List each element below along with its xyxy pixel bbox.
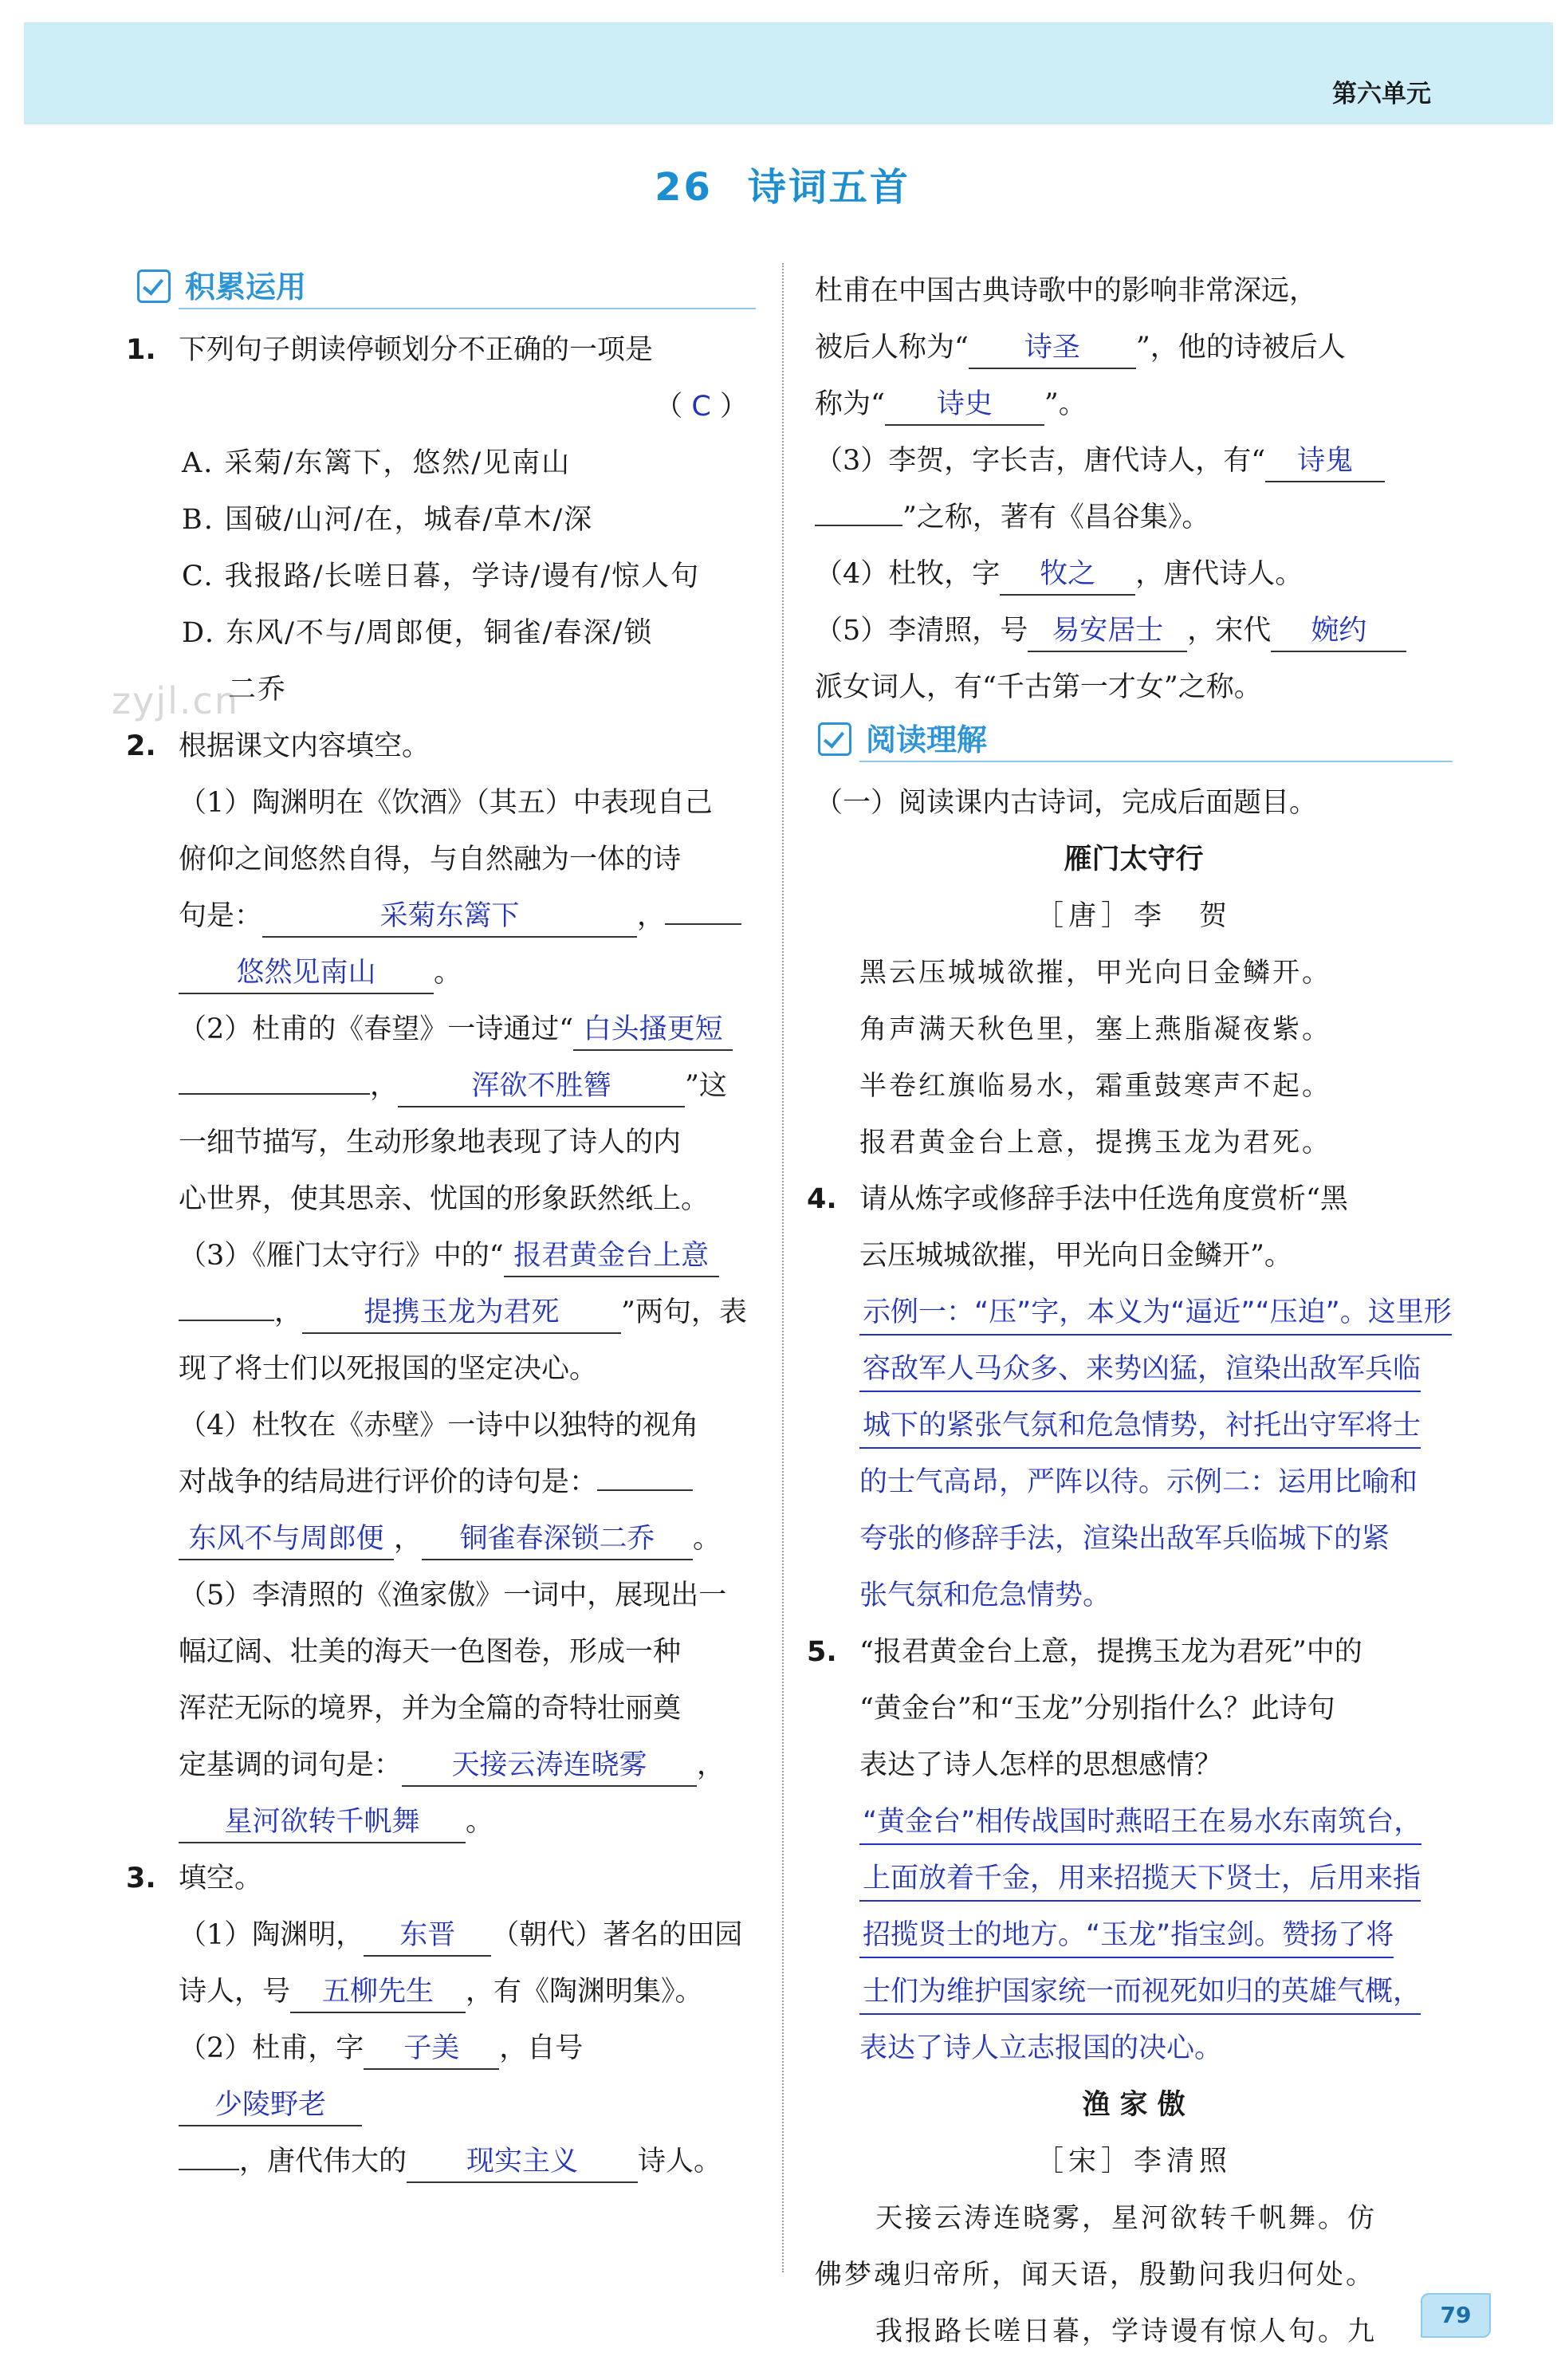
- answer-blank: 白头搔更短: [573, 1009, 733, 1051]
- q2-p5-line1: （5）李清照的《渔家傲》一词中，展现出一: [179, 1579, 727, 1611]
- question-1: [126, 322, 756, 718]
- poem1-title: 雁门太守行: [1064, 844, 1204, 875]
- answer-line: “黄金台”相传战国时燕昭王在易水东南筑台，: [859, 1800, 1421, 1845]
- text: 称为“: [815, 388, 885, 420]
- text: ，: [637, 900, 666, 932]
- option-d: D. 东风/不与/周郎便，铜雀/春深/锁: [182, 617, 654, 649]
- q2-p2-line3: 一细节描写，生动形象地表现了诗人的内: [179, 1127, 682, 1159]
- q2-p1-line4: [134, 945, 756, 1001]
- text: ，: [370, 1070, 399, 1102]
- answer-blank: 诗圣: [969, 328, 1136, 369]
- question-3: [126, 1851, 756, 2190]
- answer-line: 城下的紧张气氛和危急情势，衬托出守军将士: [859, 1404, 1421, 1449]
- question-stem: 请从炼字或修辞手法中任选角度赏析“黑: [859, 1183, 1348, 1215]
- answer-blank: 浑欲不胜簪: [398, 1066, 685, 1107]
- poem1-line: 角声满天秋色里，塞上燕脂凝夜紫。: [859, 1013, 1331, 1045]
- question-number: 3.: [126, 1863, 156, 1894]
- answer-line: 招揽贤士的地方。“玉龙”指宝剑。赞扬了将: [859, 1914, 1394, 1958]
- reading-intro: （一）阅读课内古诗词，完成后面题目。: [815, 787, 1318, 819]
- right-column: [807, 263, 1453, 2360]
- page-number: 79: [1421, 2293, 1491, 2338]
- text: ，宋代: [1187, 615, 1272, 647]
- option-c: C. 我报路/长嗟日暮，学诗/谩有/惊人句: [182, 561, 701, 592]
- text: ，唐代诗人。: [1135, 558, 1304, 590]
- q2-p3-line2: [134, 1284, 756, 1341]
- text: ”之称，著有《昌谷集》。: [902, 502, 1210, 533]
- text: ，: [394, 1523, 423, 1555]
- answer-blank: 星河欲转千帆舞: [179, 1802, 466, 1843]
- answer-blank: 诗史: [885, 384, 1044, 426]
- text: ”两句，表: [621, 1296, 747, 1328]
- text: 被后人称为“: [815, 332, 969, 364]
- option-b: B. 国破/山河/在，城春/草木/深: [182, 504, 594, 536]
- q3-p5-line1: [815, 603, 1453, 659]
- q3-p2-line2: [134, 2134, 756, 2190]
- question-number: 2.: [126, 730, 156, 762]
- q2-p4-line2: [134, 1454, 756, 1511]
- text: （3）李贺，字长吉，唐代诗人，有“: [815, 445, 1266, 477]
- answer-line: 表达了诗人立志报国的决心。: [859, 2032, 1223, 2064]
- question-4: [807, 1171, 1453, 1624]
- blank-line: [179, 1320, 274, 1321]
- q2-p4-line1: （4）杜牧在《赤壁》一诗中以独特的视角: [179, 1410, 699, 1442]
- q2-p3-line3: 现了将士们以死报国的坚定决心。: [179, 1353, 598, 1385]
- answer-blank: 牧之: [1000, 554, 1135, 596]
- q3-p2b-line1: 杜甫在中国古典诗歌中的影响非常深远，: [815, 275, 1318, 307]
- text: （5）李清照，号: [815, 615, 1028, 647]
- answer-line: 的士气高昂，严阵以待。示例二：运用比喻和: [859, 1466, 1418, 1498]
- answer-blank: 五柳先生: [290, 1972, 466, 2013]
- q3-p1-line1: [134, 1907, 756, 1964]
- q2-p5-line3: 浑茫无际的境界，并为全篇的奇特壮丽奠: [179, 1693, 682, 1725]
- q3-p3-line1: [815, 433, 1453, 490]
- answer-blank: 东风不与周郎便: [179, 1519, 394, 1560]
- answer-line: 示例一：“压”字，本义为“逼近”“压迫”。这里形: [859, 1291, 1452, 1336]
- q3-p4-line1: [815, 546, 1453, 603]
- text: （2）杜甫的《春望》一诗通过“: [179, 1013, 574, 1045]
- question-5: [807, 1624, 1453, 2077]
- text: 。: [434, 957, 462, 989]
- paren-open: （: [655, 391, 683, 423]
- lesson-title: [0, 156, 1565, 211]
- text: ，: [697, 1749, 725, 1781]
- answer-block: [815, 1794, 1453, 2077]
- text: （2）杜甫，字: [179, 2032, 364, 2064]
- text: （3）《雁门太守行》中的“: [179, 1240, 504, 1272]
- question-stem-cont: 云压城城欲摧，甲光向日金鳞开”。: [859, 1240, 1292, 1272]
- text: ”。: [1044, 388, 1087, 420]
- answer-line: 张气氛和危急情势。: [859, 1579, 1111, 1611]
- q3-p2-line1: [134, 2020, 756, 2134]
- answer-line: 容敌军人马众多、来势凶猛，渲染出敌军兵临: [859, 1347, 1421, 1392]
- choice-answer-slot: [134, 379, 756, 435]
- checkbox-icon: [137, 269, 171, 303]
- column-divider: [782, 263, 784, 2272]
- poem2-author: ［宋］李清照: [1035, 2146, 1232, 2177]
- poem1-line: 黑云压城城欲摧，甲光向日金鳞开。: [859, 957, 1331, 989]
- blank-line: [597, 1489, 693, 1491]
- q3-p1-line2: [134, 1964, 756, 2020]
- question-number: 4.: [807, 1183, 837, 1215]
- q3-p2b-line2: [815, 320, 1453, 376]
- question-stem: 下列句子朗读停顿划分不正确的一项是: [179, 334, 654, 366]
- checkbox-icon: [818, 722, 851, 756]
- answer-blank: 子美: [364, 2028, 499, 2070]
- answer-blank: 采菊东篱下: [262, 896, 637, 938]
- blank-line: [179, 2169, 239, 2170]
- blank-line: [815, 525, 902, 526]
- answer-blank: 提携玉龙为君死: [302, 1292, 621, 1334]
- text: ，唐代伟大的: [239, 2146, 407, 2177]
- left-column: [126, 263, 756, 2190]
- q2-p2-line1: [134, 1001, 756, 1058]
- answer-line: 上面放着千金，用来招揽天下贤士，后用来指: [859, 1857, 1421, 1902]
- question-stem: 根据课文内容填空。: [179, 730, 431, 762]
- text: 诗人。: [638, 2146, 722, 2177]
- answer-blank: 东晋: [364, 1915, 491, 1957]
- text: （4）杜牧，字: [815, 558, 1001, 590]
- answer-blank: 天接云涛连晓雾: [402, 1745, 697, 1787]
- poem1-line: 报君黄金台上意，提携玉龙为君死。: [859, 1127, 1331, 1159]
- answer-blank: 悠然见南山: [179, 953, 434, 994]
- q2-p5-line2: 幅辽阔、壮美的海天一色图卷，形成一种: [179, 1636, 682, 1668]
- paren-close: ）: [719, 391, 748, 423]
- question-2: [126, 718, 756, 1851]
- poem1-author: ［唐］李 贺: [1035, 900, 1232, 932]
- answer-line: 夸张的修辞手法，渲染出敌军兵临城下的紧: [859, 1523, 1390, 1555]
- lesson-title-text: 诗词五首: [747, 165, 910, 210]
- answer-blank: 铜雀春深锁二乔: [422, 1519, 693, 1560]
- section-rule: [859, 761, 1453, 762]
- text: （朝代）著名的田园: [491, 1919, 743, 1951]
- section-label: 阅读理解: [866, 722, 988, 757]
- poem2-title: 渔 家 傲: [1082, 2089, 1186, 2121]
- text: 句是：: [179, 900, 263, 932]
- answer-block: [815, 1284, 1453, 1624]
- option-d-cont: 二乔: [228, 674, 288, 706]
- header-band: [24, 22, 1553, 124]
- answer-blank: 易安居士: [1028, 611, 1187, 652]
- lesson-number: 26: [655, 165, 713, 210]
- text: ，有《陶渊明集》。: [466, 1976, 703, 2008]
- poem2-text: 天接云涛连晓雾，星河欲转千帆舞。仿: [875, 2202, 1377, 2234]
- q2-p1-line3: [134, 888, 756, 945]
- text: 诗人，号: [179, 1976, 291, 2008]
- poem1-line: 半卷红旗临易水，霜重鼓寒声不起。: [859, 1070, 1331, 1102]
- q3-p2b-line3: [815, 376, 1453, 433]
- question-number: 5.: [807, 1636, 837, 1668]
- section-label: 积累运用: [185, 269, 307, 305]
- answer-blank: 诗鬼: [1265, 441, 1385, 482]
- text: 。: [693, 1523, 722, 1555]
- blank-line: [179, 1093, 370, 1095]
- q2-p3-line1: [134, 1228, 756, 1284]
- q3-p3-line2: [815, 490, 1453, 546]
- section-header-accumulate: [134, 263, 756, 316]
- q2-p5-line5: [134, 1794, 756, 1851]
- text: ，: [274, 1296, 303, 1328]
- answer-blank: 现实主义: [407, 2142, 638, 2183]
- q2-p1-line1: （1）陶渊明在《饮酒》（其五）中表现自己: [179, 787, 713, 819]
- q2-p5-line4: [134, 1737, 756, 1794]
- q2-p1-line2: 俯仰之间悠然自得，与自然融为一体的诗: [179, 844, 682, 875]
- question-stem-cont: 表达了诗人怎样的思想感情？: [859, 1749, 1223, 1781]
- watermark: zyjl.cn: [112, 679, 239, 722]
- text: ，自号: [499, 2032, 584, 2064]
- section-rule: [179, 308, 756, 309]
- question-stem-cont: “黄金台”和“玉龙”分别指什么？此诗句: [859, 1693, 1335, 1725]
- q3-p5-line2: 派女词人，有“千古第一才女”之称。: [815, 671, 1262, 703]
- poem2-text: 佛梦魂归帝所，闻天语，殷勤问我归何处。: [815, 2259, 1375, 2291]
- option-a: A. 采菊/东篱下，悠然/见南山: [182, 447, 572, 479]
- section-header-reading: [815, 716, 1453, 769]
- text: 对战争的结局进行评价的诗句是：: [179, 1466, 598, 1498]
- q2-p2-line2: [134, 1058, 756, 1115]
- text: 定基调的词句是：: [179, 1749, 403, 1781]
- blank-line: [665, 923, 741, 925]
- text: 。: [466, 1806, 494, 1838]
- q2-p2-line4: 心世界，使其思亲、忧国的形象跃然纸上。: [179, 1183, 710, 1215]
- answer-blank: 报君黄金台上意: [504, 1236, 719, 1277]
- text: ”，他的诗被后人: [1135, 332, 1346, 364]
- question-number: 1.: [126, 334, 156, 366]
- answer-blank: 婉约: [1271, 611, 1406, 652]
- answer-blank: 少陵野老: [179, 2085, 362, 2126]
- question-stem: 填空。: [179, 1863, 263, 1894]
- text: ”这: [685, 1070, 727, 1102]
- choice-answer: C: [691, 391, 711, 423]
- text: （1）陶渊明，: [179, 1919, 364, 1951]
- question-stem: “报君黄金台上意，提携玉龙为君死”中的: [859, 1636, 1362, 1668]
- unit-label: 第六单元: [1332, 80, 1431, 108]
- answer-line: 士们为维护国家统一而视死如归的英雄气概，: [859, 1970, 1421, 2015]
- poem2-text: 我报路长嗟日暮，学诗谩有惊人句。九: [875, 2315, 1377, 2347]
- q2-p4-line3: [134, 1511, 756, 1568]
